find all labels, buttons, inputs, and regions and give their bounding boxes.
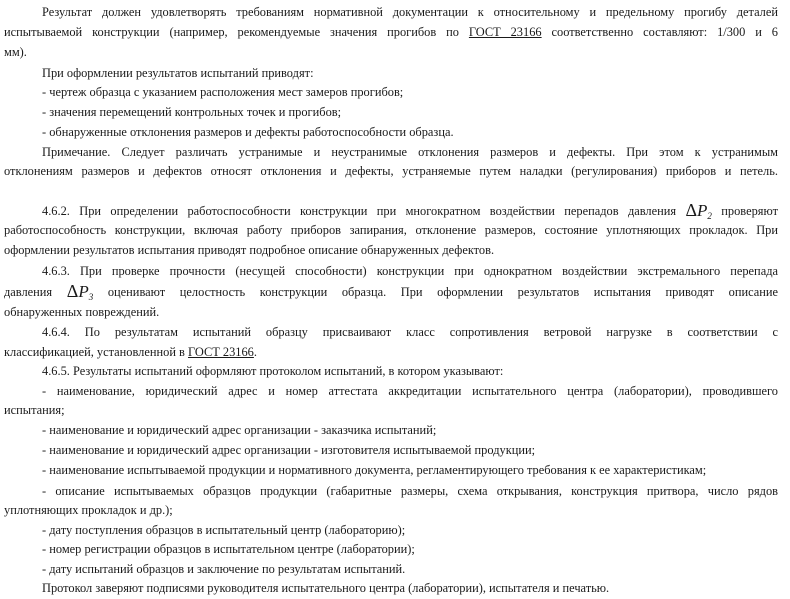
text-segment: классификацией, установленной в [4,345,189,359]
text-line [4,24,778,40]
text-line: При оформлении результатов испытаний приводят: [42,66,314,80]
text-line: Результат должен удовлетворять требованиям нормативной документации к относительному и предельному прогибу деталей [42,5,778,19]
text-line [4,344,778,360]
list-item: - наименование, юридический адрес и номер аттестата аккредитации испытательного центра (лаборатории), проводившего [42,384,778,398]
text-segment: оценивают целостность конструкции образца. При оформлении результатов испытания приводят описание [93,285,779,299]
text-line: испытания; [4,403,65,417]
text-segment: соответственно составляют: 1/300 и 6 [541,25,778,39]
list-item: - значения перемещений контрольных точек и прогибов; [42,105,342,119]
text-line: работоспособность конструкции, включая работу приборов запирания, отклонение размеров, состояние уплотняющих прокладок. При [4,223,778,237]
list-item: - наименование испытываемой продукции и нормативного документа, регламентирующего требования к ее характеристикам; [42,463,707,477]
list-item: - дату испытаний образцов и заключение по результатам испытаний. [42,562,406,576]
text-line: 4.6.5. Результаты испытаний оформляют протоколом испытаний, в котором указывают: [42,364,504,378]
text-segment: 4.6.2. При определении работоспособности конструкции при многократном воздействии перепадов давления [42,204,686,218]
note-line: отклонениям размеров и дефектов относят отклонения и дефекты, устраняемые путем наладки (регулирования) приборов и петель. [4,164,778,178]
text-line: 4.6.3. При проверке прочности (несущей способности) конструкции при однократном воздействии экстремального перепада [42,264,778,278]
text-line: 4.6.4. По результатам испытаний образцу присваивают класс сопротивления ветровой нагрузке в соответствии с [42,325,778,339]
text-line: мм). [4,45,27,59]
text-line: оформлении результатов испытания приводят подробное описание обнаруженных дефектов. [4,243,495,257]
list-item: - обнаруженные отклонения размеров и дефекты работоспособности образца. [42,125,454,139]
text-segment: . [253,345,257,359]
gost-23166-link[interactable]: ГОСТ 23166 [468,25,542,39]
text-segment: давления [4,285,67,299]
text-segment: проверяют [711,204,778,218]
text-line [4,199,778,221]
list-item: - наименование и юридический адрес организации - заказчика испытаний; [42,423,437,437]
gost-23166-link[interactable]: ГОСТ 23166 [188,345,254,359]
list-item: - чертеж образца с указанием расположения мест замеров прогибов; [42,85,404,99]
text-line: обнаруженных повреждений. [4,305,160,319]
list-item: - описание испытываемых образцов продукции (габаритные размеры, схема открывания, конструкция притвора, число рядов [42,484,778,498]
text-line [4,280,778,302]
list-item: - наименование и юридический адрес организации - изготовителя испытываемой продукции; [42,443,536,457]
delta-p3-formula: $\Delta P_3$ [66,281,94,302]
text-segment: испытываемой конструкции (например, рекомендуемые значения прогибов по [4,25,469,39]
list-item: - номер регистрации образцов в испытательном центре (лаборатории); [42,542,415,556]
delta-p2-formula: $\Delta P_2$ [685,200,712,221]
list-item: - дату поступления образцов в испытательный центр (лабораторию); [42,523,406,537]
text-line: уплотняющих прокладок и др.); [4,503,173,517]
text-line: Протокол заверяют подписями руководителя испытательного центра (лаборатории), испытателя и печатью. [42,581,610,595]
note-line: Примечание. Следует различать устранимые и неустранимые отклонения размеров и дефекты. При этом к устранимым [42,145,778,159]
